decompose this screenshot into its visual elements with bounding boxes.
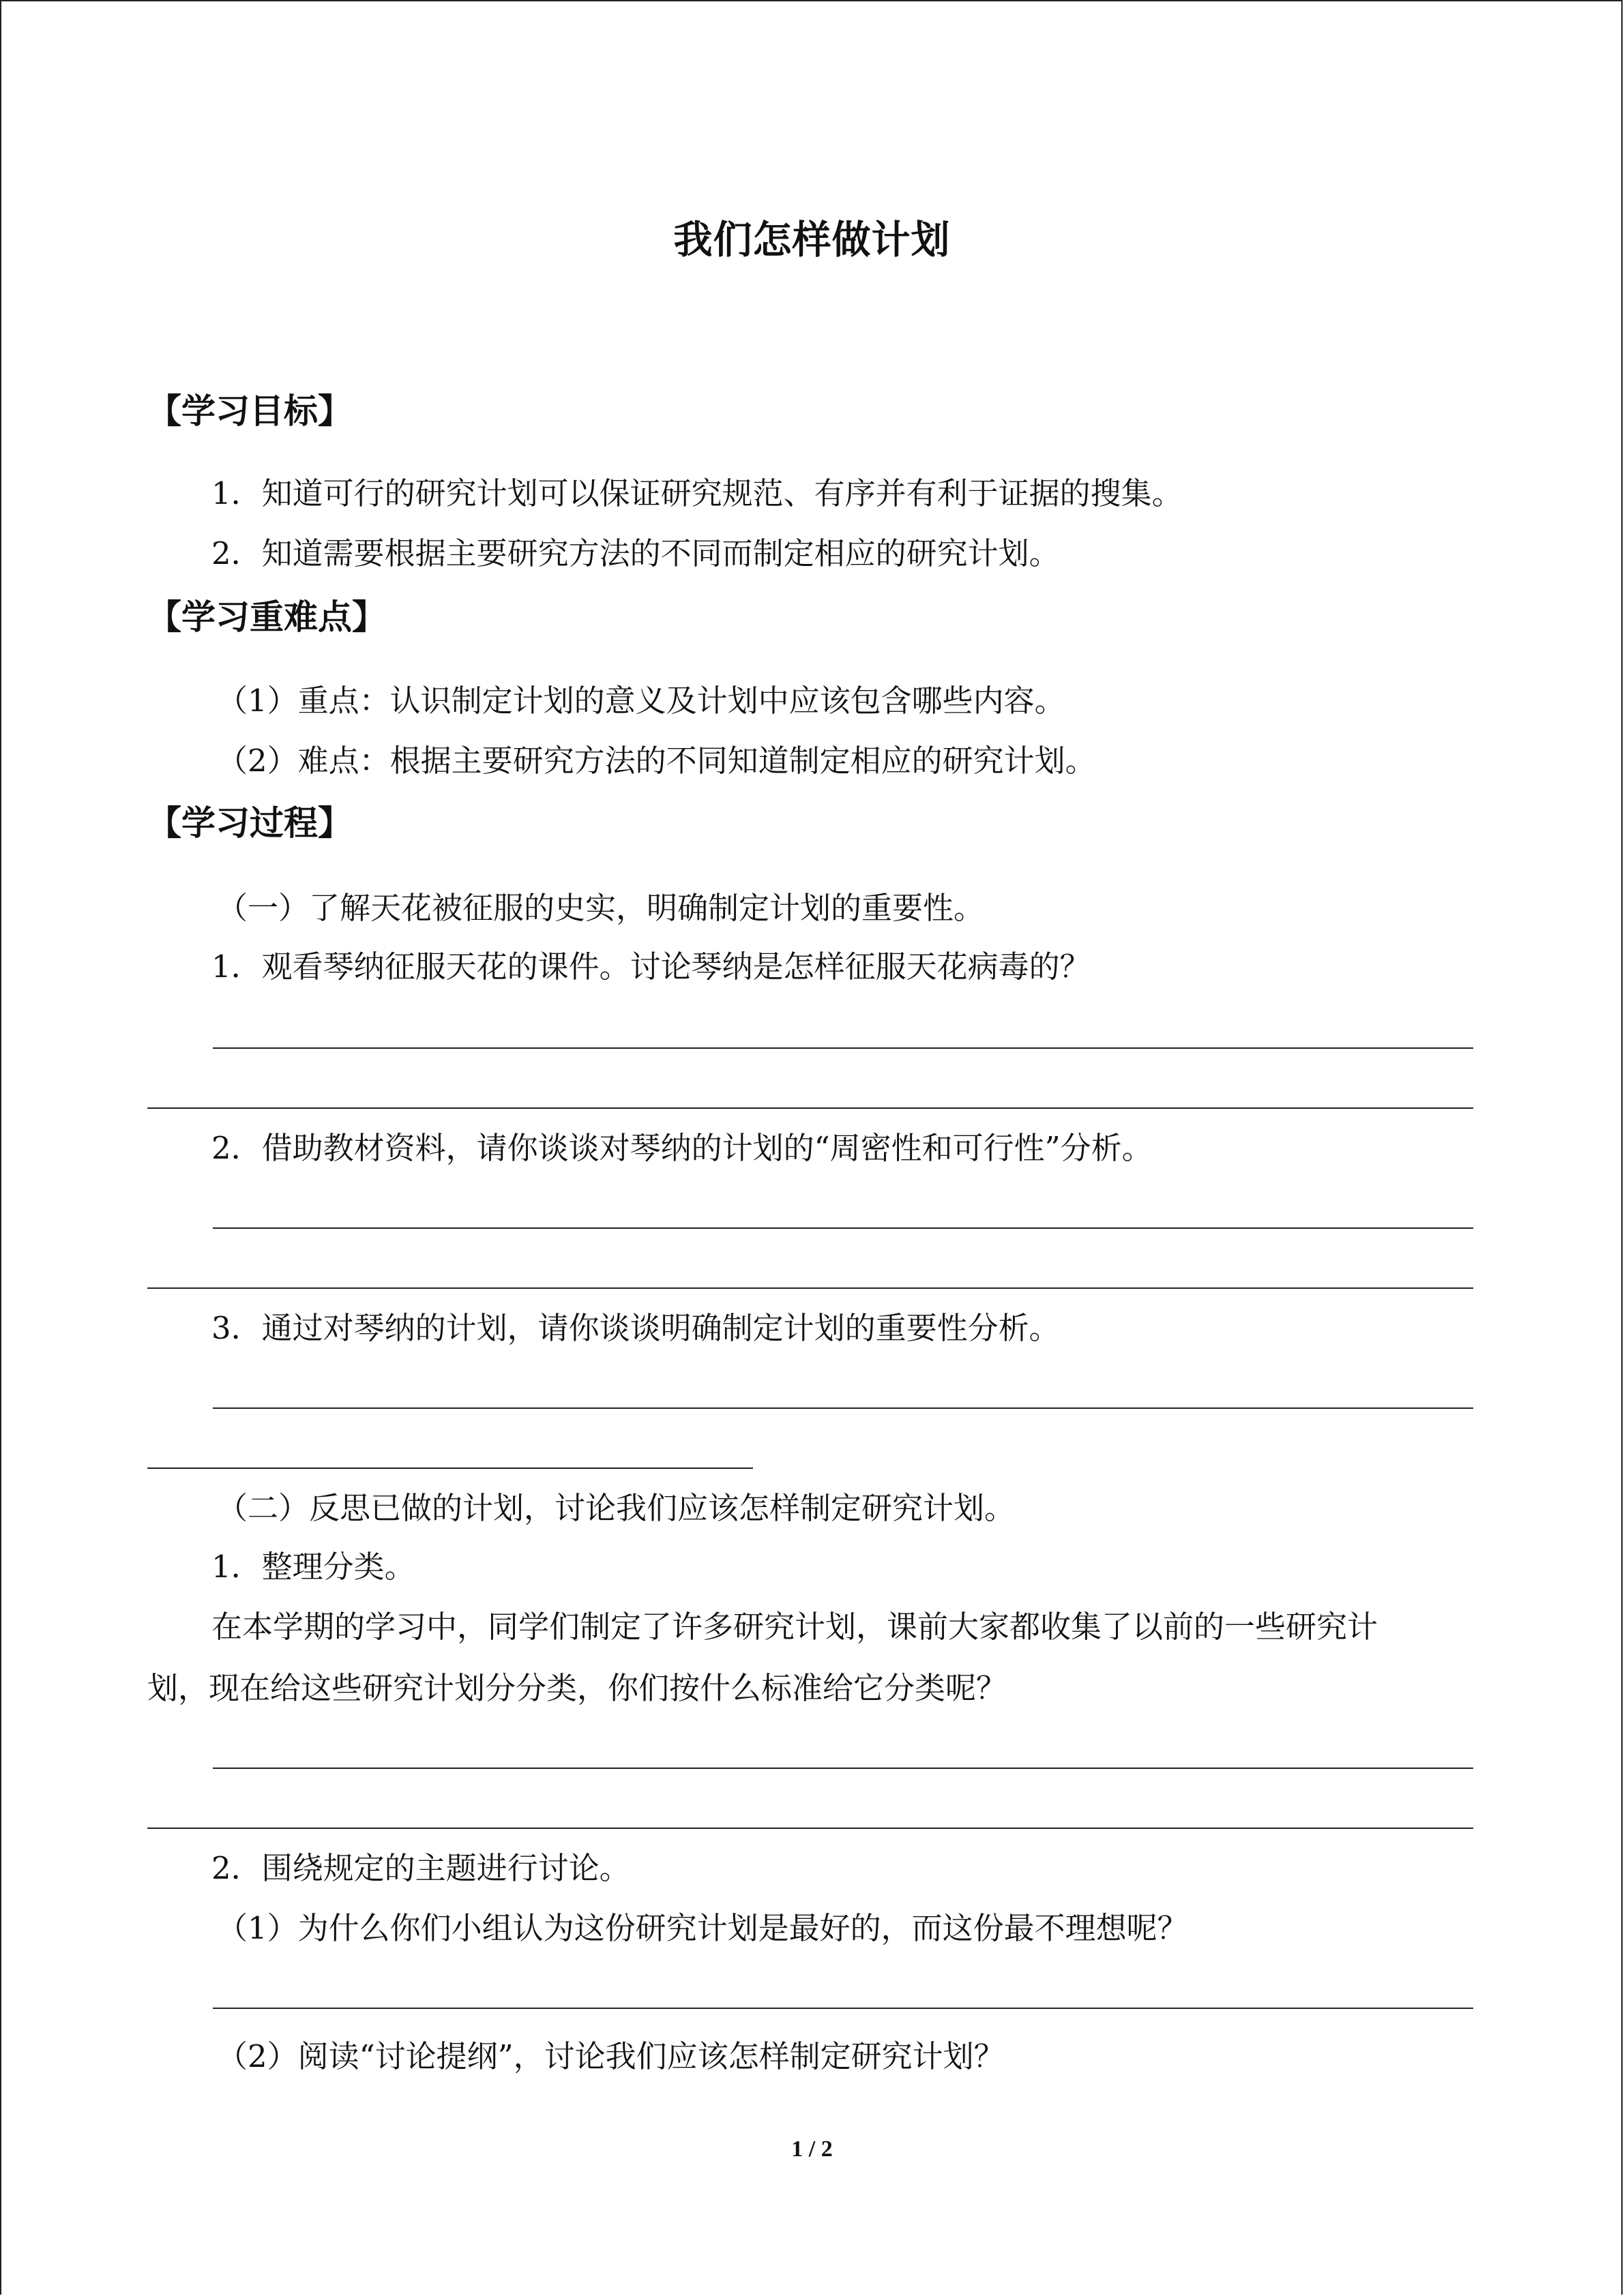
page-number: 1 / 2	[791, 2136, 833, 2162]
answer-line	[213, 2008, 1473, 2009]
heading-objectives: 【学习目标】	[147, 391, 352, 431]
part2-step-2: 2．围绕规定的主题进行讨论。	[211, 1850, 630, 1886]
answer-line	[147, 1828, 1473, 1829]
part2-paragraph-line-2: 划，现在给这些研究计划分分类，你们按什么标准给它分类呢？	[147, 1670, 1007, 1706]
document-title: 我们怎样做计划	[673, 218, 951, 263]
part1-title: （一）了解天花被征服的史实，明确制定计划的重要性。	[217, 890, 985, 926]
part2-title: （二）反思已做的计划，讨论我们应该怎样制定研究计划。	[217, 1490, 1016, 1526]
part2-step-1: 1．整理分类。	[211, 1549, 415, 1585]
part2-paragraph-line-1: 在本学期的学习中，同学们制定了许多研究计划，课前大家都收集了以前的一些研究计	[211, 1609, 1378, 1645]
key-point-2: （2）难点：根据主要研究方法的不同知道制定相应的研究计划。	[217, 743, 1096, 779]
objective-item-2: 2．知道需要根据主要研究方法的不同而制定相应的研究计划。	[211, 535, 1060, 571]
part1-question-2: 2．借助教材资料，请你谈谈对琴纳的计划的“周密性和可行性”分析。	[211, 1130, 1153, 1166]
objective-item-1: 1．知道可行的研究计划可以保证研究规范、有序并有利于证据的搜集。	[211, 475, 1183, 511]
answer-line	[213, 1407, 1473, 1409]
answer-line	[213, 1768, 1473, 1769]
part2-sub-question-1: （1）为什么你们小组认为这份研究计划是最好的，而这份最不理想呢？	[217, 1910, 1188, 1946]
part2-sub-question-2: （2）阅读“讨论提纲”，讨论我们应该怎样制定研究计划？	[217, 2038, 1005, 2074]
key-point-1: （1）重点：认识制定计划的意义及计划中应该包含哪些内容。	[217, 683, 1065, 719]
answer-line	[213, 1227, 1473, 1229]
answer-line	[147, 1287, 1473, 1289]
part1-question-1: 1．观看琴纳征服天花的课件。讨论琴纳是怎样征服天花病毒的？	[211, 949, 1091, 985]
answer-line	[213, 1047, 1473, 1049]
answer-line	[147, 1107, 1473, 1109]
answer-line	[147, 1467, 753, 1469]
heading-key-points: 【学习重难点】	[147, 597, 386, 637]
heading-process: 【学习过程】	[147, 803, 352, 843]
part1-question-3: 3．通过对琴纳的计划，请你谈谈明确制定计划的重要性分析。	[211, 1310, 1060, 1346]
